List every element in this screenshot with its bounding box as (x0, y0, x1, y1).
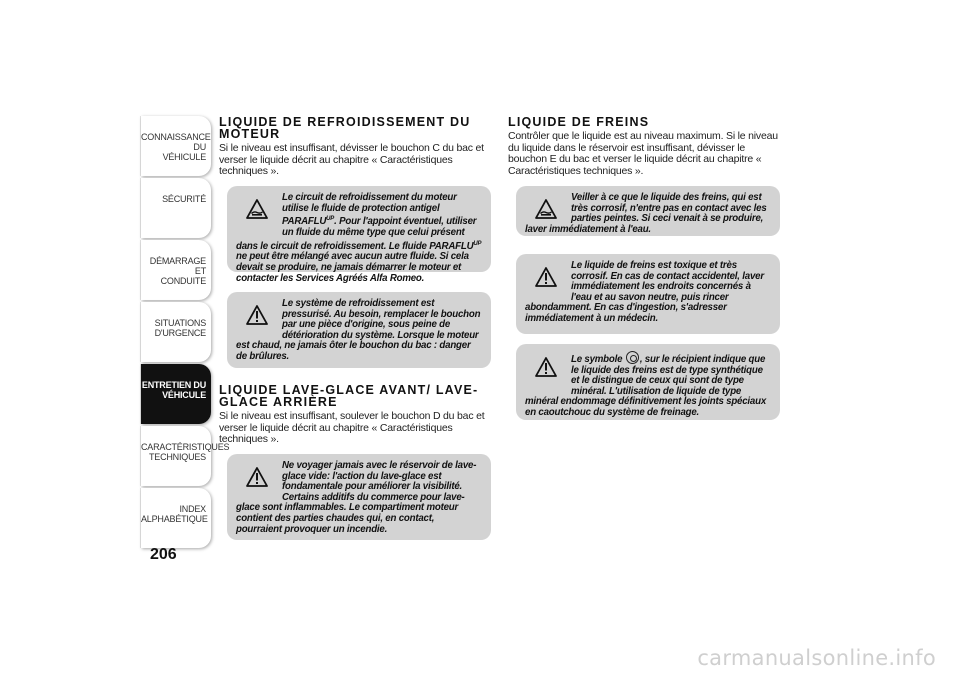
tab-label-line2: VÉHICULE (162, 152, 206, 162)
tab-label-line2: SÉCURITÉ (162, 194, 206, 204)
brakes-caution-note (516, 186, 780, 236)
tab-caracteristiques-techniques[interactable] (141, 426, 230, 486)
tab-label-line2: CONDUITE (160, 276, 206, 286)
coolant-note1-text-a: Le circuit de refroidissement du moteur utilise le fluide de protection antigel PARAFLU (282, 192, 457, 228)
left-column (219, 115, 491, 535)
tab-label-line1: ENTRETIEN DU (141, 380, 206, 390)
tab-label-line1: CARACTÉRISTIQUES (141, 442, 230, 452)
tab-label-line2: ALPHABÉTIQUE (141, 514, 208, 524)
brakes-heading: LIQUIDE DE FREINS (508, 115, 650, 129)
tab-demarrage-et-conduite[interactable] (141, 240, 211, 300)
brakes-note3-text-a: Le symbole (571, 354, 623, 365)
right-column (508, 115, 780, 418)
brakes-note3-text-b: , sur le récipient indique que le liquide des freins est de type synthétique et le distingue de ceux qui sont de type minéral. L'utilisation de liquide de type minéral endommage définitivement les joints spéciaux en caoutchouc du système de freinage. (525, 354, 767, 418)
washer-body: Si le niveau est insuffisant, soulever le bouchon D du bac et verser le liquide décrit au chapitre « Caractéristiques techniques ». (219, 410, 485, 445)
brakes-body: Contrôler que le liquide est au niveau maximum. Si le niveau du liquide dans le réservoir est insuffisant, dévisser le bouchon E du bac et verser le liquide décrit au chapitre « Caractéristiques techniques ». (508, 130, 778, 177)
watermark: carmanualsonline.info (697, 646, 936, 670)
warning-triangle-icon (535, 267, 557, 287)
tab-label-line1: CONNAISSANCE DU (141, 132, 211, 152)
coolant-note1-text-c: ne peut être mélangé avec aucun autre fluide. Si cela devait se produire, ne jamais démarrer le moteur et contacter les Services Agréés Alfa Romeo. (236, 251, 469, 284)
tab-index-alphabetique[interactable] (141, 488, 211, 548)
washer-note-text: Ne voyager jamais avec le réservoir de lave-glace vide: l'action du lave-glace est fondamentale pour améliorer la visibilité. Certains additifs du commerce pour lave-glace sont inflammables. Le compartiment moteur contient des parties chaudes qui, en contact, pourraient provoquer un incendie. (236, 460, 477, 535)
tab-label-line1: INDEX (179, 504, 206, 514)
warning-icon-wrap (236, 461, 276, 497)
coolant-note1-sup1: UP (326, 216, 335, 223)
tab-entretien-du-vehicule[interactable] (141, 364, 211, 424)
coolant-heading: LIQUIDE DE REFROIDISSEMENT DU MOTEUR (219, 115, 471, 141)
tab-securite[interactable] (141, 178, 211, 238)
tab-label-line1: SITUATIONS (154, 318, 206, 328)
warning-icon-wrap (525, 351, 565, 387)
tab-label-line1: DÉMARRAGE ET (149, 256, 206, 276)
coolant-note2-text: Le système de refroidissement est pressurisé. Au besoin, remplacer le bouchon par une pièce d'origine, sous peine de détérioration du système. Lorsque le moteur est chaud, ne jamais ôter le bouchon du bac : danger de brûlures. (236, 298, 481, 362)
brakes-warning-note (516, 254, 780, 334)
brakes-note2-text: Le liquide de freins est toxique et très corrosif. En cas de contact accidentel, laver immédiatement les endroits concernés à l'eau et au savon neutre, puis rincer abondamment. En cas d'ingestion, s'adresser immédiatement à un médecin. (525, 260, 764, 324)
page-number: 206 (150, 546, 177, 563)
tab-connaissance-du-vehicule[interactable] (141, 116, 211, 176)
caution-triangle-icon (535, 199, 557, 219)
brakes-symbol-note (516, 344, 780, 420)
synthetic-fluid-symbol-icon (626, 351, 639, 364)
tab-label-line2: VÉHICULE (162, 390, 206, 400)
coolant-body: Si le niveau est insuffisant, dévisser le bouchon C du bac et verser le liquide décrit au chapitre « Caractéristiques techniques ». (219, 142, 484, 177)
coolant-note1-sup2: UP (473, 240, 482, 247)
caution-icon-wrap (236, 193, 276, 229)
washer-warning-note (227, 454, 491, 540)
washer-section (219, 384, 491, 446)
tab-label-line2: D'URGENCE (154, 328, 206, 338)
coolant-warning-note (227, 292, 491, 368)
warning-triangle-icon (535, 357, 557, 377)
warning-icon-wrap (236, 299, 276, 335)
coolant-note1-text-b: . Pour l'appoint éventuel, utiliser un fluide du même type que celui présent dans le circuit de refroidissement. Le fluide PARAFLU (236, 216, 477, 252)
caution-icon-wrap (525, 193, 565, 219)
caution-triangle-icon (246, 199, 268, 219)
coolant-caution-note (227, 186, 491, 284)
washer-heading: LIQUIDE LAVE-GLACE AVANT/ LAVE-GLACE ARRIÈRE (219, 383, 479, 409)
tab-situations-d-urgence[interactable] (141, 302, 211, 362)
warning-icon-wrap (525, 261, 565, 297)
warning-triangle-icon (246, 305, 268, 325)
tab-label-line2: TECHNIQUES (148, 452, 206, 462)
brakes-note1-text: Veiller à ce que le liquide des freins, qui est très corrosif, n'entre pas en contact avec les parties peintes. Si ceci venait à se produire, laver immédiatement à l'eau. (525, 192, 767, 235)
warning-triangle-icon (246, 467, 268, 487)
